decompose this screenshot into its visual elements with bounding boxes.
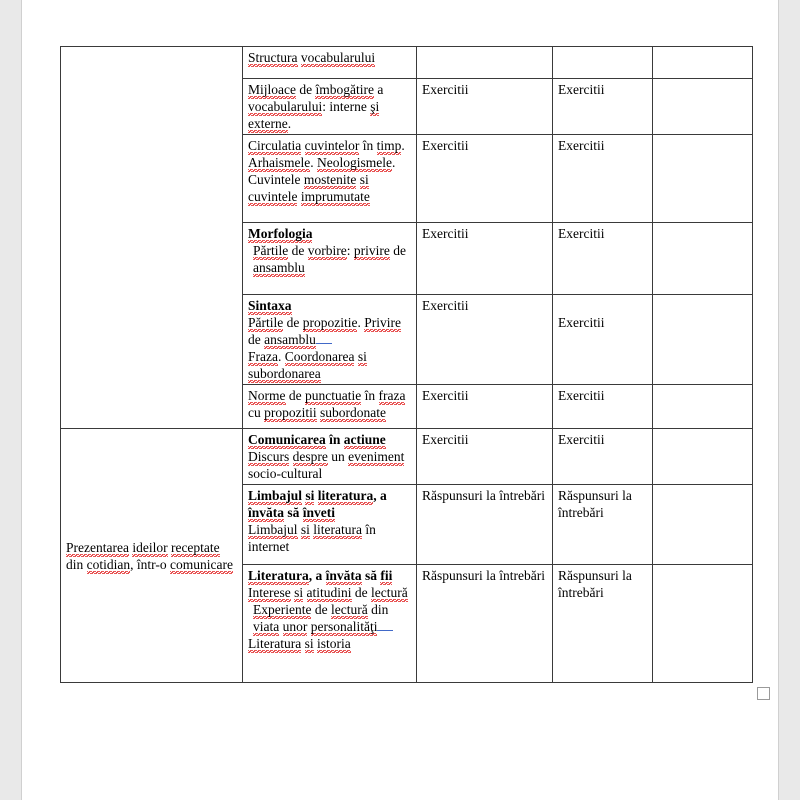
- cell-paragraph: Literatura si istoria: [248, 636, 351, 651]
- table-resize-handle[interactable]: [757, 687, 770, 700]
- cell-activity-secondary[interactable]: [553, 485, 653, 565]
- cell-paragraph: Limbajul si literatura, a învăta să înveti: [248, 488, 387, 520]
- cell-paragraph: Exercitii: [558, 226, 605, 241]
- cell-content[interactable]: [243, 485, 417, 565]
- cell-competence[interactable]: [61, 429, 243, 683]
- cell-paragraph: Exercitii: [422, 388, 469, 403]
- cell-paragraph: Răspunsuri la întrebări: [422, 568, 545, 583]
- table-row[interactable]: [61, 429, 753, 485]
- cell-paragraph: Exercitii: [558, 82, 605, 97]
- cell-content[interactable]: [243, 223, 417, 295]
- cell-activity-primary[interactable]: [417, 295, 553, 385]
- cell-activity-secondary[interactable]: [553, 295, 653, 385]
- cell-evaluation[interactable]: [653, 135, 753, 223]
- cell-paragraph: Experiente de lectură din viata unor personalităţi: [248, 601, 412, 635]
- cell-evaluation[interactable]: [653, 47, 753, 79]
- cell-content[interactable]: [243, 295, 417, 385]
- cell-evaluation[interactable]: [653, 79, 753, 135]
- cell-paragraph: Exercitii: [558, 138, 605, 153]
- cell-activity-secondary[interactable]: [553, 385, 653, 429]
- cell-paragraph: Morfologia: [248, 226, 313, 241]
- cell-evaluation[interactable]: [653, 295, 753, 385]
- cell-paragraph: Exercitii: [558, 432, 605, 447]
- cell-activity-primary[interactable]: [417, 429, 553, 485]
- cell-activity-primary[interactable]: [417, 135, 553, 223]
- cell-paragraph: Exercitii: [422, 298, 469, 313]
- cell-content[interactable]: [243, 135, 417, 223]
- cell-paragraph: Exercitii: [558, 388, 605, 403]
- cell-paragraph: Literatura, a învăta să fii: [248, 568, 393, 583]
- cell-activity-primary[interactable]: [417, 385, 553, 429]
- cell-paragraph: Exercitii: [422, 82, 469, 97]
- canvas-gutter-left: [0, 0, 22, 800]
- cell-paragraph: Părtile de propozitie. Privire de ansamblu: [248, 315, 401, 347]
- cell-paragraph: Discurs despre un eveniment socio-cultural: [248, 449, 405, 481]
- document-page[interactable]: [22, 0, 778, 800]
- cell-paragraph: Structura vocabularului: [248, 50, 376, 65]
- cell-evaluation[interactable]: [653, 429, 753, 485]
- curriculum-table-body: [61, 47, 753, 683]
- cell-activity-primary[interactable]: [417, 485, 553, 565]
- cell-paragraph: Părtile de vorbire: privire de ansamblu: [253, 243, 406, 275]
- cell-paragraph: Interese si atitudini de lectură: [248, 585, 408, 600]
- cell-paragraph: Răspunsuri la întrebări: [558, 568, 632, 600]
- cell-paragraph: Norme de punctuatie în fraza cu propozitii subordonate: [248, 388, 406, 420]
- cell-paragraph: Prezentarea ideilor receptate din cotidian, într-o comunicare: [66, 539, 233, 572]
- cell-activity-primary[interactable]: [417, 47, 553, 79]
- cell-activity-secondary[interactable]: [553, 429, 653, 485]
- table-row[interactable]: [61, 47, 753, 79]
- cell-content[interactable]: [243, 429, 417, 485]
- cell-content[interactable]: [243, 565, 417, 683]
- cell-evaluation[interactable]: [653, 223, 753, 295]
- cell-content[interactable]: [243, 79, 417, 135]
- cell-activity-secondary[interactable]: [553, 223, 653, 295]
- cell-activity-primary[interactable]: [417, 223, 553, 295]
- cell-activity-secondary[interactable]: [553, 47, 653, 79]
- canvas-gutter-right: [778, 0, 800, 800]
- cell-paragraph: Comunicarea în actiune: [248, 432, 386, 447]
- cell-paragraph: Răspunsuri la întrebări: [558, 488, 632, 520]
- cell-content[interactable]: [243, 385, 417, 429]
- cell-activity-secondary[interactable]: [553, 565, 653, 683]
- cell-activity-secondary[interactable]: [553, 135, 653, 223]
- cell-paragraph: Mijloace de îmbogătire a vocabularului: interne şi externe.: [248, 82, 384, 131]
- cell-content[interactable]: [243, 47, 417, 79]
- cell-activity-primary[interactable]: [417, 565, 553, 683]
- cell-paragraph: Circulatia cuvintelor în timp. Arhaismele. Neologismele. Cuvintele mostenite si cuvintele imprumutate: [248, 138, 405, 204]
- grammar-underline-mark: [377, 630, 393, 631]
- cell-competence[interactable]: [61, 47, 243, 429]
- cell-activity-primary[interactable]: [417, 79, 553, 135]
- cell-paragraph: Exercitii: [422, 138, 469, 153]
- cell-paragraph: Sintaxa: [248, 298, 292, 313]
- cell-paragraph: Fraza. Coordonarea si subordonarea: [248, 349, 367, 381]
- cell-evaluation[interactable]: [653, 485, 753, 565]
- cell-evaluation[interactable]: [653, 385, 753, 429]
- cell-paragraph: Exercitii: [558, 315, 605, 330]
- grammar-underline-mark: [316, 343, 332, 344]
- curriculum-table[interactable]: [60, 46, 753, 683]
- cell-paragraph: Exercitii: [422, 226, 469, 241]
- cell-activity-secondary[interactable]: [553, 79, 653, 135]
- cell-evaluation[interactable]: [653, 565, 753, 683]
- cell-paragraph: Răspunsuri la întrebări: [422, 488, 545, 503]
- document-page-body: [22, 0, 778, 800]
- cell-paragraph: Exercitii: [422, 432, 469, 447]
- cell-paragraph: Limbajul si literatura în internet: [248, 522, 376, 554]
